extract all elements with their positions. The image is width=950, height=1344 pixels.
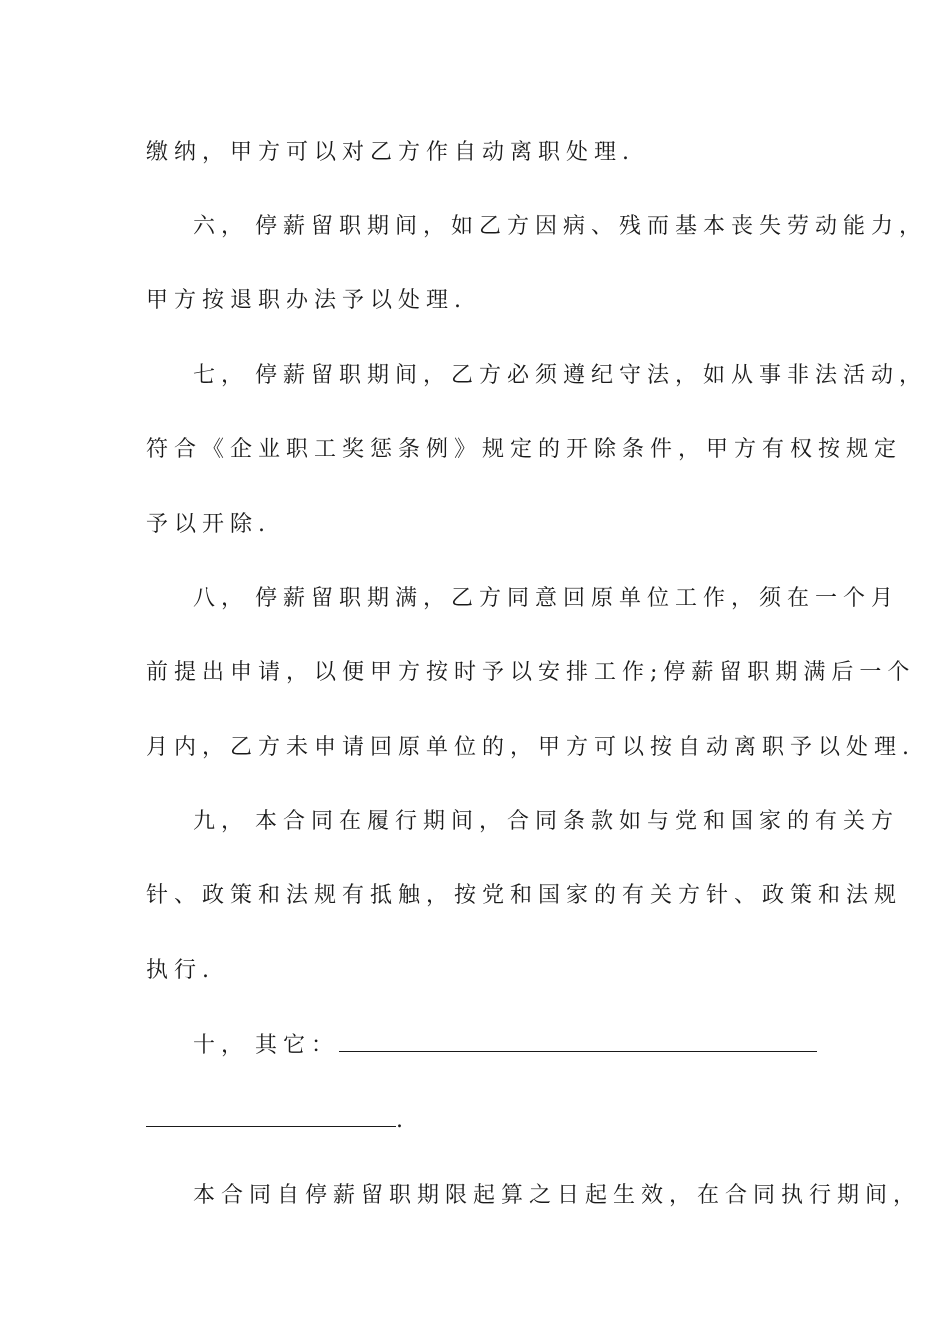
clause-ten [193,1031,817,1061]
paragraph-line [146,510,271,540]
line-text: 停薪留职期满，乙方同意回原单位工作，须在一个月 [255,586,900,611]
clause-nine [193,807,899,837]
paragraph-line [146,286,467,316]
line-text: 其它： [255,1033,340,1058]
line-text: 符合《企业职工奖惩条例》规定的开除条件，甲方有权按规定 [146,437,903,462]
paragraph-line [146,1106,409,1136]
line-text: 前提出申请，以便甲方按时予以安排工作;停薪留职期满后一个 [146,660,916,685]
paragraph-line [146,956,215,986]
line-text: 月内，乙方未申请回原单位的，甲方可以按自动离职予以处理. [146,735,915,760]
line-text: 本合同在履行期间，合同条款如与党和国家的有关方 [255,809,900,834]
clause-six [193,212,927,242]
line-text: 本合同自停薪留职期限起算之日起生效，在合同执行期间， [193,1183,922,1208]
paragraph-line [193,1181,921,1211]
line-text: . [396,1108,409,1133]
clause-number: 九， [193,809,250,834]
paragraph-line [146,658,915,688]
line-text: 缴纳，甲方可以对乙方作自动离职处理. [146,140,635,165]
paragraph-line [146,733,915,763]
clause-seven [193,361,927,391]
clause-eight [193,584,899,614]
line-text: 针、政策和法规有抵触，按党和国家的有关方针、政策和法规 [146,883,903,908]
fill-in-blank [339,1031,817,1052]
paragraph-line [146,435,902,465]
paragraph-line [146,881,902,911]
clause-number: 七， [193,363,250,388]
line-text: 停薪留职期间，乙方必须遵纪守法，如从事非法活动， [255,363,928,388]
paragraph-line [146,138,635,168]
clause-number: 十， [193,1033,250,1058]
line-text: 甲方按退职办法予以处理. [146,288,467,313]
clause-number: 八， [193,586,250,611]
clause-number: 六， [193,214,250,239]
line-text: 执行. [146,958,215,983]
line-text: 停薪留职期间，如乙方因病、残而基本丧失劳动能力， [255,214,928,239]
line-text: 予以开除. [146,512,271,537]
fill-in-blank [146,1106,396,1127]
